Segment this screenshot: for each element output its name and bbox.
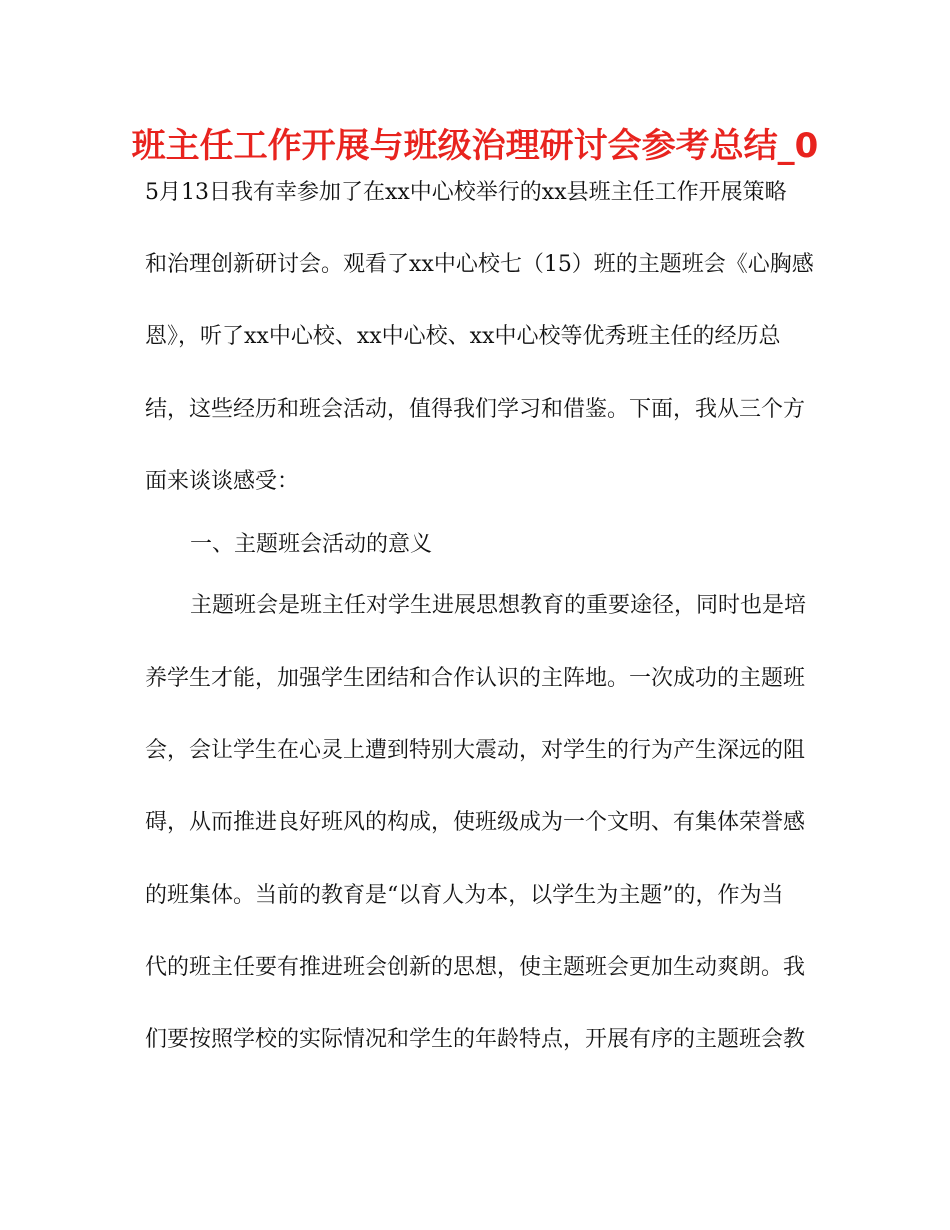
text-line: 碍，从而推进良好班风的构成，使班级成为一个文明、有集体荣誉感: [145, 810, 806, 835]
text-line: 主题班会是班主任对学生进展思想教育的重要途径，同时也是培: [190, 593, 807, 618]
text-line: 面来谈谈感受：: [145, 469, 300, 494]
text-line: 结，这些经历和班会活动，值得我们学习和借鉴。下面，我从三个方: [145, 397, 806, 422]
text-line: 5月13日我有幸参加了在xx中心校举行的xx县班主任工作开展策略: [145, 180, 787, 205]
text-line: 养学生才能，加强学生团结和合作认识的主阵地。一次成功的主题班: [145, 666, 806, 691]
text-line: 的班集体。当前的教育是“以育人为本，以学生为主题”的，作为当: [145, 883, 784, 908]
section-heading-text: 一、主题班会活动的意义: [190, 532, 433, 557]
text-line: 会，会让学生在心灵上遭到特别大震动，对学生的行为产生深远的阻: [145, 738, 806, 763]
text-line: 和治理创新研讨会。观看了xx中心校七（15）班的主题班会《心胸感: [145, 252, 814, 277]
document-title: 班主任工作开展与班级治理研讨会参考总结_0: [131, 126, 819, 166]
text-line: 代的班主任要有推进班会创新的思想，使主题班会更加生动爽朗。我: [145, 955, 806, 980]
text-line: 们要按照学校的实际情况和学生的年龄特点，开展有序的主题班会教: [145, 1027, 806, 1052]
text-line: 恩》，听了xx中心校、xx中心校、xx中心校等优秀班主任的经历总: [145, 324, 781, 349]
